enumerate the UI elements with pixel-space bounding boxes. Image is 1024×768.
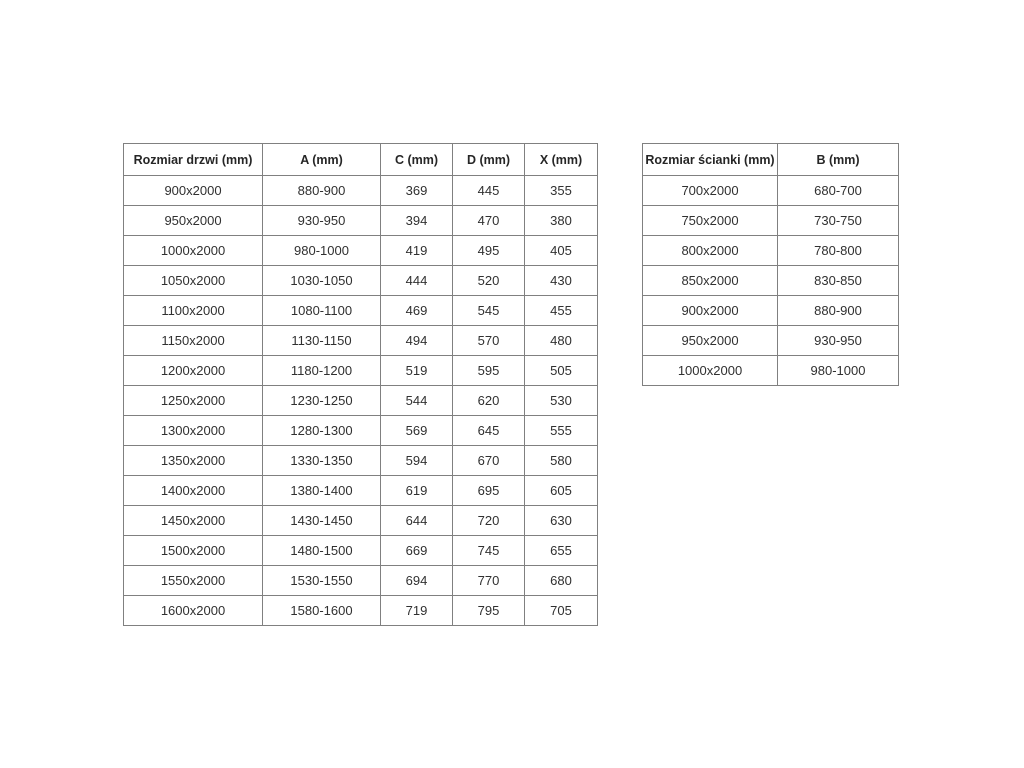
table-cell: 1530-1550: [263, 566, 381, 596]
table-cell: 520: [453, 266, 525, 296]
table-row: [124, 296, 598, 326]
table-cell: 745: [453, 536, 525, 566]
table-cell: 494: [381, 326, 453, 356]
table-cell: 695: [453, 476, 525, 506]
table-cell: 850x2000: [643, 266, 778, 296]
table-cell: 595: [453, 356, 525, 386]
table-cell: 1080-1100: [263, 296, 381, 326]
table-cell: 445: [453, 176, 525, 206]
table-row: [124, 176, 598, 206]
table-cell: 1450x2000: [124, 506, 263, 536]
table-cell: 620: [453, 386, 525, 416]
table-cell: 1430-1450: [263, 506, 381, 536]
table-cell: 455: [525, 296, 598, 326]
table-cell: 1380-1400: [263, 476, 381, 506]
table-cell: 1600x2000: [124, 596, 263, 626]
table-cell: 880-900: [263, 176, 381, 206]
table-row: [643, 326, 899, 356]
table-cell: 394: [381, 206, 453, 236]
table-cell: 795: [453, 596, 525, 626]
table-cell: 1500x2000: [124, 536, 263, 566]
table-header-row: [124, 144, 598, 176]
table-cell: 1350x2000: [124, 446, 263, 476]
table-cell: 770: [453, 566, 525, 596]
table-row: [124, 506, 598, 536]
table-cell: 594: [381, 446, 453, 476]
table-cell: 570: [453, 326, 525, 356]
column-header: A (mm): [263, 144, 381, 176]
table-cell: 380: [525, 206, 598, 236]
table-cell: 800x2000: [643, 236, 778, 266]
table-row: [124, 326, 598, 356]
table-cell: 505: [525, 356, 598, 386]
table-cell: 605: [525, 476, 598, 506]
table-cell: 950x2000: [643, 326, 778, 356]
table-cell: 1000x2000: [124, 236, 263, 266]
table-cell: 544: [381, 386, 453, 416]
table-cell: 830-850: [778, 266, 899, 296]
table-cell: 900x2000: [124, 176, 263, 206]
table-cell: 1130-1150: [263, 326, 381, 356]
table-cell: 530: [525, 386, 598, 416]
table-cell: 495: [453, 236, 525, 266]
table-cell: 480: [525, 326, 598, 356]
table-cell: 1330-1350: [263, 446, 381, 476]
table-row: [124, 536, 598, 566]
table-cell: 1150x2000: [124, 326, 263, 356]
table-row: [124, 446, 598, 476]
table-cell: 730-750: [778, 206, 899, 236]
table-cell: 700x2000: [643, 176, 778, 206]
table-row: [643, 236, 899, 266]
table-cell: 680: [525, 566, 598, 596]
table-cell: 470: [453, 206, 525, 236]
table-cell: 519: [381, 356, 453, 386]
column-header: C (mm): [381, 144, 453, 176]
table-cell: 1050x2000: [124, 266, 263, 296]
table-cell: 780-800: [778, 236, 899, 266]
table-cell: 880-900: [778, 296, 899, 326]
table-cell: 1480-1500: [263, 536, 381, 566]
table-cell: 1550x2000: [124, 566, 263, 596]
table-row: [124, 596, 598, 626]
table-row: [124, 206, 598, 236]
table-cell: 580: [525, 446, 598, 476]
table-cell: 680-700: [778, 176, 899, 206]
table-row: [124, 356, 598, 386]
table-cell: 444: [381, 266, 453, 296]
table-cell: 355: [525, 176, 598, 206]
table-cell: 720: [453, 506, 525, 536]
table-cell: 1200x2000: [124, 356, 263, 386]
table-cell: 705: [525, 596, 598, 626]
table-cell: 555: [525, 416, 598, 446]
table-cell: 645: [453, 416, 525, 446]
table-cell: 694: [381, 566, 453, 596]
table-cell: 1230-1250: [263, 386, 381, 416]
table-cell: 1250x2000: [124, 386, 263, 416]
table-row: [643, 296, 899, 326]
table-row: [643, 356, 899, 386]
column-header: B (mm): [778, 144, 899, 176]
table-cell: 1000x2000: [643, 356, 778, 386]
table-cell: 930-950: [263, 206, 381, 236]
table-cell: 644: [381, 506, 453, 536]
table-cell: 655: [525, 536, 598, 566]
column-header: Rozmiar drzwi (mm): [124, 144, 263, 176]
table-cell: 430: [525, 266, 598, 296]
table-cell: 1300x2000: [124, 416, 263, 446]
table-cell: 545: [453, 296, 525, 326]
table-cell: 1400x2000: [124, 476, 263, 506]
table-cell: 719: [381, 596, 453, 626]
table-cell: 1100x2000: [124, 296, 263, 326]
table-row: [124, 566, 598, 596]
table-cell: 469: [381, 296, 453, 326]
table-cell: 619: [381, 476, 453, 506]
table-cell: 1580-1600: [263, 596, 381, 626]
table-row: [643, 266, 899, 296]
table-row: [643, 176, 899, 206]
door-size-table: [123, 143, 598, 626]
column-header: Rozmiar ścianki (mm): [643, 144, 778, 176]
column-header: D (mm): [453, 144, 525, 176]
table-cell: 980-1000: [778, 356, 899, 386]
table-row: [124, 236, 598, 266]
table-cell: 750x2000: [643, 206, 778, 236]
table-cell: 1180-1200: [263, 356, 381, 386]
table-cell: 630: [525, 506, 598, 536]
table-cell: 980-1000: [263, 236, 381, 266]
table-cell: 950x2000: [124, 206, 263, 236]
table-cell: 569: [381, 416, 453, 446]
table-row: [124, 266, 598, 296]
table-row: [124, 386, 598, 416]
table-cell: 419: [381, 236, 453, 266]
table-cell: 405: [525, 236, 598, 266]
table-cell: 900x2000: [643, 296, 778, 326]
table-row: [124, 476, 598, 506]
table-cell: 670: [453, 446, 525, 476]
column-header: X (mm): [525, 144, 598, 176]
table-cell: 930-950: [778, 326, 899, 356]
table-cell: 669: [381, 536, 453, 566]
wall-size-table: [642, 143, 899, 386]
table-row: [643, 206, 899, 236]
table-cell: 1280-1300: [263, 416, 381, 446]
table-cell: 369: [381, 176, 453, 206]
table-cell: 1030-1050: [263, 266, 381, 296]
table-header-row: [643, 144, 899, 176]
table-row: [124, 416, 598, 446]
